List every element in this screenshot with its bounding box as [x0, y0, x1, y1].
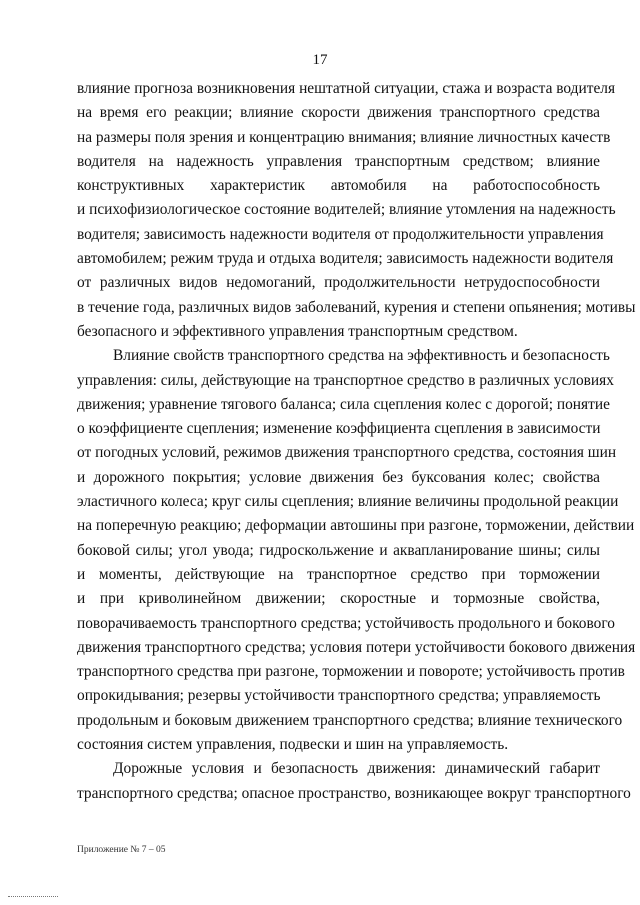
text-line: на поперечную реакцию; деформации автошины при разгоне, торможении, действии [77, 517, 635, 535]
text-line: транспортного средства при разгоне, торможении и повороте; устойчивость против [77, 663, 625, 681]
text-line: Влияние свойств транспортного средства на эффективность и безопасность [113, 347, 610, 365]
text-line: состояния систем управления, подвески и шин на управляемость. [77, 736, 509, 754]
paragraph-2 [77, 344, 636, 757]
scan-artifact-line [8, 896, 58, 897]
text-line: конструктивных характеристик автомобиля на работоспособность [77, 177, 600, 195]
paragraph-3 [77, 757, 631, 806]
text-line: опрокидывания; резервы устойчивости транспортного средства; управляемость [77, 687, 601, 705]
text-line: в течение года, различных видов заболеваний, курения и степени опьянения; мотивы [77, 298, 636, 316]
text-line: эластичного колеса; круг силы сцепления; влияние величины продольной реакции [77, 493, 619, 511]
text-line: водителя на надежность управления транспортным средством; влияние [77, 152, 600, 170]
text-line: от различных видов недомоганий, продолжительности нетрудоспособности [77, 274, 600, 292]
text-line: продольным и боковым движением транспортного средства; влияние технического [77, 711, 623, 729]
text-line: Дорожные условия и безопасность движения: динамический габарит [113, 760, 600, 778]
text-line: безопасного и эффективного управления транспортным средством. [77, 322, 518, 340]
text-line: движения; уравнение тягового баланса; сила сцепления колес с дорогой; понятие [77, 395, 610, 413]
text-line: и психофизиологическое состояние водителей; влияние утомления на надежность [77, 201, 616, 219]
footer-note: Приложение № 7 – 05 [77, 845, 166, 855]
paragraph-1 [77, 77, 636, 344]
text-line: автомобилем; режим труда и отдыха водителя; зависимость надежности водителя [77, 250, 614, 268]
document-body [77, 77, 636, 806]
page-number: 17 [312, 52, 328, 68]
text-line: на размеры поля зрения и концентрацию внимания; влияние личностных качеств [77, 128, 611, 146]
text-line: о коэффициенте сцепления; изменение коэффициента сцепления в зависимости [77, 420, 601, 438]
text-line: и при криволинейном движении; скоростные и тормозные свойства, [77, 590, 600, 608]
text-line: поворачиваемость транспортного средства; устойчивость продольного и бокового [77, 614, 615, 632]
text-line: водителя; зависимость надежности водителя от продолжительности управления [77, 225, 604, 243]
text-line: на время его реакции; влияние скорости движения транспортного средства [77, 104, 600, 122]
text-line: транспортного средства; опасное пространство, возникающее вокруг транспортного [77, 784, 631, 802]
text-line: и дорожного покрытия; условие движения без буксования колес; свойства [77, 468, 600, 486]
text-line: боковой силы; угол увода; гидроскольжение и аквапланирование шины; силы [77, 541, 600, 559]
text-line: и моменты, действующие на транспортное средство при торможении [77, 565, 600, 583]
text-line: от погодных условий, режимов движения транспортного средства, состояния шин [77, 444, 617, 462]
text-line: движения транспортного средства; условия потери устойчивости бокового движения [77, 638, 636, 656]
text-line: влияние прогноза возникновения нештатной ситуации, стажа и возраста водителя [77, 80, 616, 97]
text-line: управления: силы, действующие на транспортное средство в различных условиях [77, 371, 614, 389]
